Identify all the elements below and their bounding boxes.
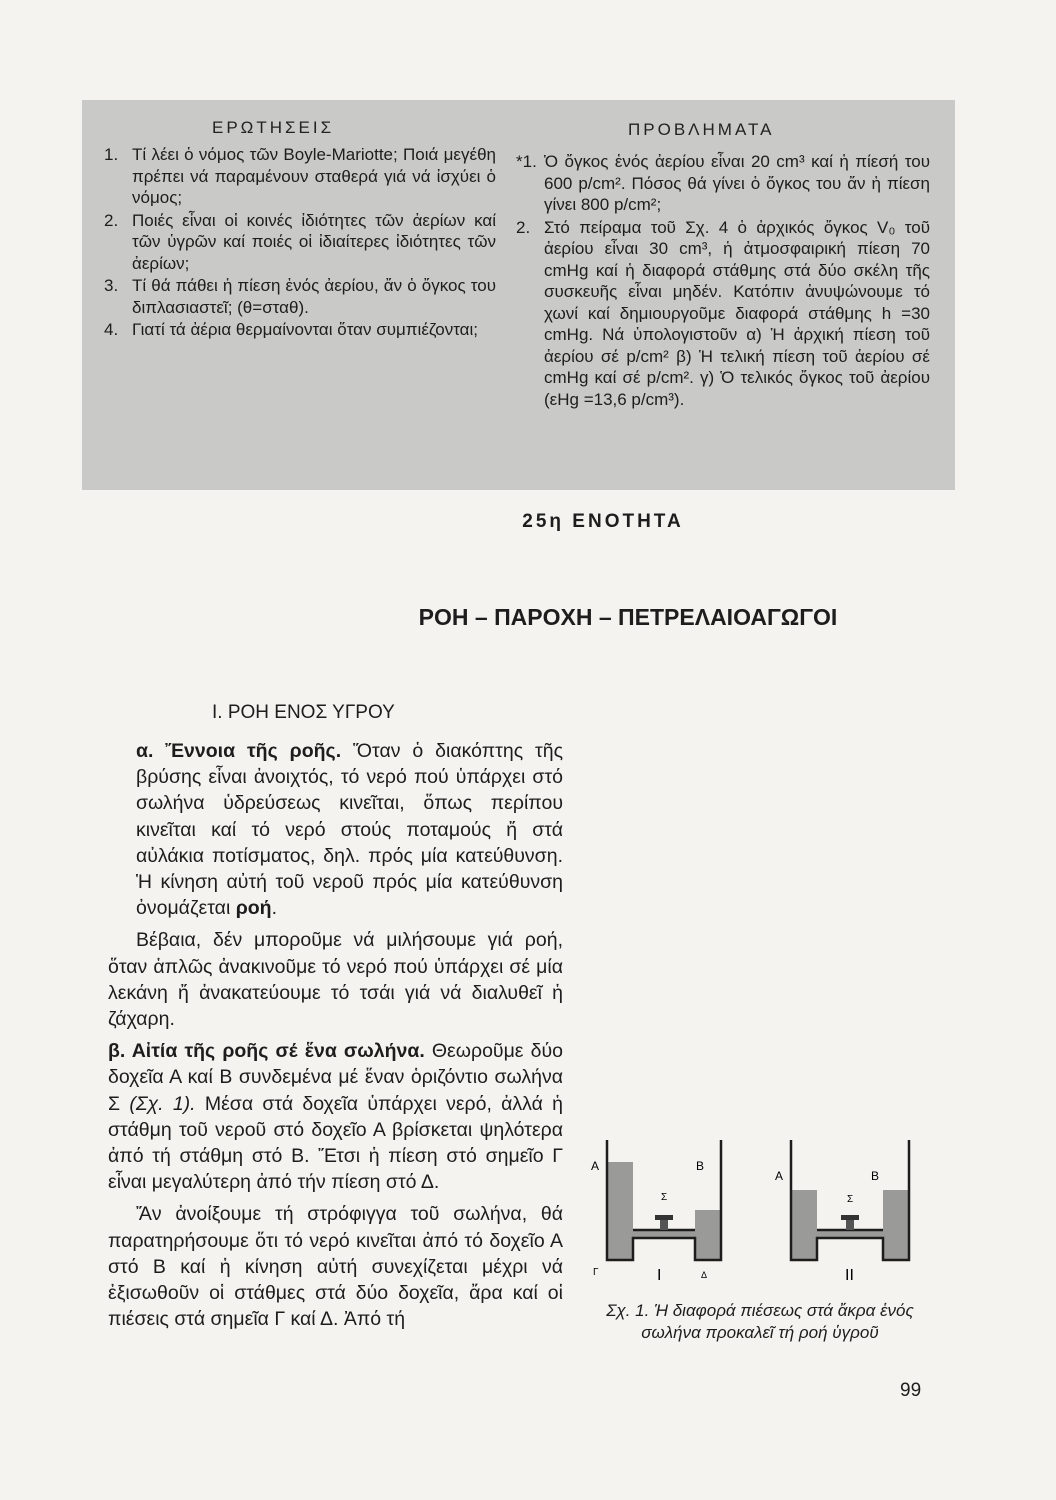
item-text: Ποιές εἶναι οἱ κοινές ἰδιότητες τῶν ἀερίων καί τῶν ὑγρῶν καί ποιές οἱ ἰδιαίτερες ἰδιότητες τῶν ἀερίων; <box>132 210 496 273</box>
label-a2: Α <box>775 1169 784 1183</box>
body-text <box>108 738 563 1338</box>
water-vessel-a2 <box>791 1190 817 1259</box>
list-item <box>516 151 930 216</box>
problems-list <box>516 151 930 411</box>
questions-list <box>104 144 496 342</box>
subsection-heading: β. Αἰτία τῆς ροῆς σέ ἕνα σωλήνα. <box>108 1040 425 1063</box>
paragraph <box>108 1038 563 1195</box>
item-text: Ὁ ὄγκος ἑνός ἀερίου εἶναι 20 cm³ καί ἡ πίεσή του 600 p/cm². Πόσος θά γίνει ὁ ὄγκος του ἄν ἡ πίεση γίνει 800 p/cm²; <box>544 152 930 214</box>
label-d: Δ <box>701 1270 708 1280</box>
item-text: Στό πείραμα τοῦ Σχ. 4 ὁ ἀρχικός ὄγκος V₀ τοῦ ἀερίου εἶναι 30 cm³, ἡ ἀτμοσφαιρική πίεση 70 cmHg καί ἡ διαφορά στάθμης στά δύο σκέλη τῆς συσκευῆς εἶναι μηδέν. Κατόπιν ἀνυψώνουμε τό χωνί καί δημιουργοῦμε διαφορά στάθμης h =30 cmHg. Νά ὑπολογιστοῦν α) Ἡ ἀρχική πίεση τοῦ ἀερίου σέ p/cm² β) Ἡ τελική πίεση τοῦ ἀερίου σέ cmHg καί σέ p/cm². γ) Ὁ τελικός ὄγκος τοῦ ἀερίου (εHg =13,6 p/cm³). <box>544 217 930 409</box>
paragraph: Βέβαια, δέν μποροῦμε νά μιλήσουμε γιά ροή, ὅταν ἁπλῶς ἀνακινοῦμε τό νερό πού ὑπάρχει σέ μία λεκάνη ἤ ἀνακατεύουμε τό τσάι γιά νά διαλυθεῖ ἡ ζάχαρη. <box>108 929 563 1031</box>
label-s2: Σ <box>847 1194 854 1205</box>
problems-title: ΠΡΟΒΛΗΜΑΤΑ <box>628 120 775 139</box>
section-title: Ι. ΡΟΗ ΕΝΟΣ ΥΓΡΟΥ <box>212 702 395 723</box>
figure-reference: (Σχ. 1). <box>129 1092 196 1115</box>
water-vessel-a1 <box>607 1162 633 1259</box>
diagram-2 <box>775 1140 909 1284</box>
label-b2: Β <box>871 1169 880 1183</box>
water-vessel-b1 <box>695 1210 721 1259</box>
unit-title: 25η ΕΝΟΤΗΤΑ <box>522 511 684 532</box>
figure-caption <box>586 1300 934 1344</box>
label-ii: ΙΙ <box>845 1267 854 1284</box>
item-number: 2. <box>516 217 531 237</box>
valve-2 <box>846 1220 854 1230</box>
subsection-heading: α. Ἔννοια τῆς ροῆς. <box>136 740 342 762</box>
caption-text: Ἡ διαφορά πιέσεως στά ἄκρα ἑνός σωλήνα προκαλεῖ τή ροή ὑγροῦ <box>641 1301 914 1342</box>
paragraph: Ἄν ἀνοίξουμε τή στρόφιγγα τοῦ σωλήνα, θά παρατηρήσουμε ὅτι τό νερό κινεῖται ἀπό τό δοχεῖο Α στό Β καί ἡ κίνηση αὐτή συνεχίζεται μέχρι νά ἐξισωθοῦν οἱ στάθμες στά δύο δοχεῖα, ἄρα καί οἱ πιέσεις στά σημεῖα Γ καί Δ. Ἀπό τή <box>108 1203 563 1331</box>
item-number: 2. <box>104 210 119 230</box>
diagram-1 <box>591 1140 721 1284</box>
item-text: Γιατί τά ἀέρια θερμαίνονται ὅταν συμπιέζονται; <box>132 320 479 339</box>
valve-handle-1 <box>655 1215 673 1220</box>
item-number: 3. <box>104 276 119 295</box>
label-i: Ι <box>657 1267 662 1284</box>
label-s1: Σ <box>661 1192 668 1203</box>
item-number: 4. <box>104 320 119 339</box>
item-text: Τί λέει ὁ νόμος τῶν Boyle-Mariotte; Ποιά μεγέθη πρέπει νά παραμένουν σταθερά γιά νά ἰσχύει ὁ νόμος; <box>132 145 496 207</box>
paragraph-text: Ὅταν ὁ διακόπτης τῆς βρύσης εἶναι ἀνοιχτός, τό νερό πού ὑπάρχει στό σωλήνα ὑδρεύσεως κινεῖται, ὅπως περίπου κινεῖται καί τό νερό στούς ποταμούς ἤ στά αὐλάκια ποτίσματος, δηλ. πρός μία κατεύθυνση. Ἡ κίνηση αὐτή τοῦ νεροῦ πρός μία κατεύθυνση ὀνομάζεται <box>136 740 563 920</box>
figure-communicating-vessels <box>585 1140 935 1300</box>
paragraph <box>108 738 563 921</box>
label-g: Γ <box>593 1267 599 1278</box>
valve-1 <box>660 1220 668 1230</box>
item-number: 1. <box>104 145 119 164</box>
label-a1: Α <box>591 1159 600 1173</box>
paragraph-text: Θεωροῦμε δύο δοχεῖα Α καί Β συνδεμένα μέ ἕναν ὁριζόντιο σωλήνα Σ <box>108 1040 563 1115</box>
page-number: 99 <box>900 1380 922 1401</box>
paragraph-text: . <box>271 897 278 920</box>
item-text: Τί θά πάθει ἡ πίεση ἑνός ἀερίου, ἄν ὁ ὄγκος του διπλασιαστεῖ; (θ=σταθ). <box>132 276 496 317</box>
list-item <box>104 144 496 209</box>
item-number: *1. <box>516 152 537 171</box>
water-vessel-b2 <box>883 1190 909 1259</box>
list-item <box>104 275 496 318</box>
questions-title: ΕΡΩΤΗΣΕΙΣ <box>212 118 335 137</box>
list-item <box>516 217 930 411</box>
list-item <box>104 319 496 341</box>
term: ροή <box>235 897 272 920</box>
paragraph-text: Μέσα στά δοχεῖα ὑπάρχει νερό, ἀλλά ἡ στάθμη τοῦ νεροῦ στό δοχεῖο Α βρίσκεται ψηλότερα ἀπό τή στάθμη στό Β. Ἔτσι ἡ πίεση στό σημεῖο Γ εἶναι μεγαλύτερη ἀπό τήν πίεση στό Δ. <box>108 1092 563 1194</box>
caption-ref: Σχ. 1. <box>606 1301 650 1320</box>
chapter-title: ΡΟΗ – ΠΑΡΟΧΗ – ΠΕΤΡΕΛΑΙΟΑΓΩΓΟΙ <box>418 604 838 630</box>
list-item <box>104 210 496 275</box>
label-b1: Β <box>696 1159 705 1173</box>
valve-handle-2 <box>841 1215 859 1220</box>
